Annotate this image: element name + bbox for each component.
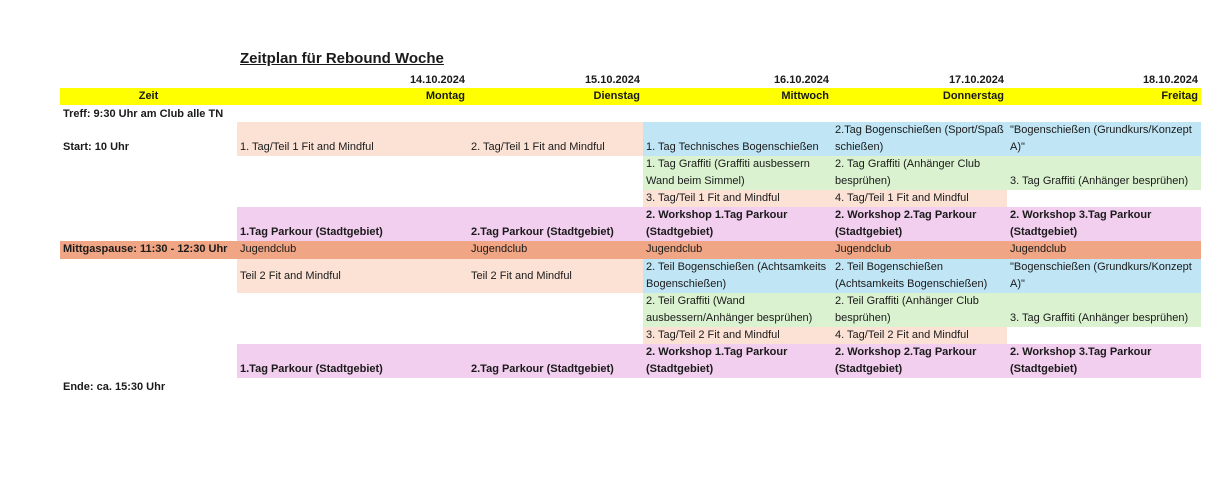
morning-wednesday-fit-mindful: 3. Tag/Teil 1 Fit and Mindful: [643, 190, 832, 207]
morning-friday-parkour: 2. Workshop 3.Tag Parkour (Stadtgebiet): [1007, 207, 1201, 241]
date-thursday: 17.10.2024: [948, 74, 1004, 86]
morning-thursday-bogenschiessen: 2.Tag Bogenschießen (Sport/Spaß schießen): [832, 122, 1007, 156]
afternoon-tuesday-fit-mindful: Teil 2 Fit and Mindful: [468, 259, 643, 293]
morning-tuesday-fit-mindful: 2. Tag/Teil 1 Fit and Mindful: [468, 122, 643, 156]
lunch-monday: Jugendclub: [237, 241, 468, 259]
afternoon-thursday-parkour: 2. Workshop 2.Tag Parkour (Stadtgebiet): [832, 344, 1007, 378]
morning-monday-parkour: 1.Tag Parkour (Stadtgebiet): [237, 207, 468, 241]
morning-thursday-graffiti: 2. Tag Graffiti (Anhänger Club besprühen): [832, 156, 1007, 190]
lunch-thursday: Jugendclub: [832, 241, 1007, 259]
header-time: Zeit: [138, 90, 159, 102]
morning-friday-bogenschiessen: "Bogenschießen (Grundkurs/Konzept A)": [1007, 122, 1201, 156]
date-monday: 14.10.2024: [409, 74, 465, 86]
afternoon-monday-fit-mindful: Teil 2 Fit and Mindful: [237, 259, 468, 293]
morning-wednesday-bogenschiessen: 1. Tag Technisches Bogenschießen: [643, 122, 832, 156]
header-monday: Montag: [425, 90, 465, 102]
afternoon-friday-parkour: 2. Workshop 3.Tag Parkour (Stadtgebiet): [1007, 344, 1201, 378]
time-meeting: Treff: 9:30 Uhr am Club alle TN: [63, 108, 224, 120]
afternoon-wednesday-parkour: 2. Workshop 1.Tag Parkour (Stadtgebiet): [643, 344, 832, 378]
afternoon-thursday-fit-mindful: 4. Tag/Teil 2 Fit and Mindful: [832, 327, 1007, 344]
afternoon-thursday-graffiti: 2. Teil Graffiti (Anhänger Club besprühen): [832, 293, 1007, 327]
date-friday: 18.10.2024: [1142, 74, 1198, 86]
afternoon-friday-bogenschiessen: "Bogenschießen (Grundkurs/Konzept A)": [1007, 259, 1201, 293]
date-tuesday: 15.10.2024: [584, 74, 640, 86]
afternoon-wednesday-fit-mindful: 3. Tag/Teil 2 Fit and Mindful: [643, 327, 832, 344]
afternoon-tuesday-parkour: 2.Tag Parkour (Stadtgebiet): [468, 344, 643, 378]
lunch-time-label: Mittgaspause: 11:30 - 12:30 Uhr: [60, 241, 237, 259]
afternoon-wednesday-graffiti: 2. Teil Graffiti (Wand ausbessern/Anhänger besprühen): [643, 293, 832, 327]
time-end: Ende: ca. 15:30 Uhr: [63, 381, 166, 393]
time-start: Start: 10 Uhr: [63, 141, 130, 153]
lunch-wednesday: Jugendclub: [643, 241, 832, 259]
morning-wednesday-graffiti: 1. Tag Graffiti (Graffiti ausbessern Wand beim Simmel): [643, 156, 832, 190]
afternoon-wednesday-bogenschiessen: 2. Teil Bogenschießen (Achtsamkeits Bogenschießen): [643, 259, 832, 293]
morning-wednesday-parkour: 2. Workshop 1.Tag Parkour (Stadtgebiet): [643, 207, 832, 241]
morning-thursday-fit-mindful: 4. Tag/Teil 1 Fit and Mindful: [832, 190, 1007, 207]
morning-monday-fit-mindful: 1. Tag/Teil 1 Fit and Mindful: [237, 122, 468, 156]
date-wednesday: 16.10.2024: [773, 74, 829, 86]
header-friday: Freitag: [1161, 90, 1198, 102]
page-title: Zeitplan für Rebound Woche: [240, 50, 444, 67]
afternoon-monday-parkour: 1.Tag Parkour (Stadtgebiet): [237, 344, 468, 378]
header-thursday: Donnerstag: [942, 90, 1004, 102]
header-tuesday: Dienstag: [593, 90, 640, 102]
lunch-friday: Jugendclub: [1007, 241, 1201, 259]
lunch-tuesday: Jugendclub: [468, 241, 643, 259]
morning-friday-graffiti: 3. Tag Graffiti (Anhänger besprühen): [1007, 156, 1201, 190]
morning-thursday-parkour: 2. Workshop 2.Tag Parkour (Stadtgebiet): [832, 207, 1007, 241]
header-wednesday: Mittwoch: [781, 90, 829, 102]
afternoon-thursday-bogenschiessen: 2. Teil Bogenschießen (Achtsamkeits Bogenschießen): [832, 259, 1007, 293]
morning-tuesday-parkour: 2.Tag Parkour (Stadtgebiet): [468, 207, 643, 241]
afternoon-friday-graffiti: 3. Tag Graffiti (Anhänger besprühen): [1007, 293, 1201, 327]
